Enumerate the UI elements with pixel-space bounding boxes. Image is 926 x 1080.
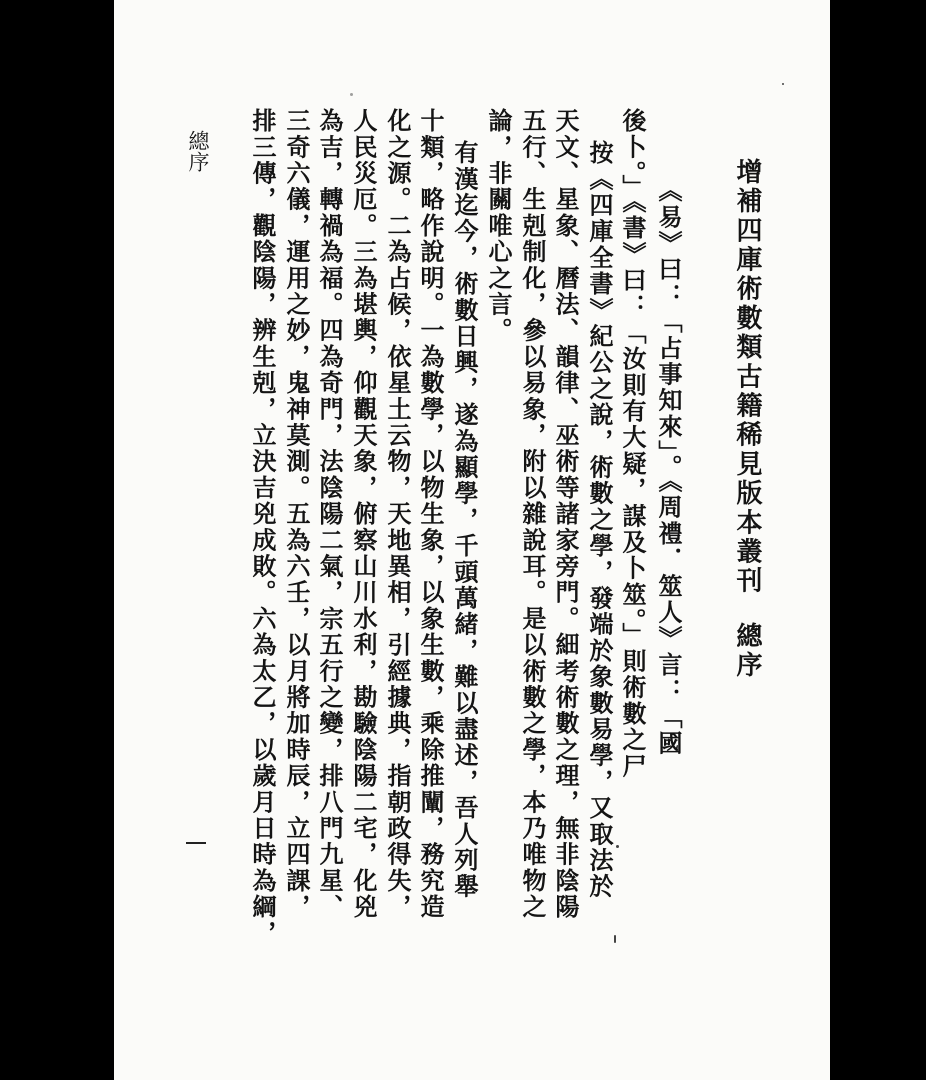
page-title	[724, 158, 760, 680]
text-line: 人民災厄。三為堪輿，仰觀天象，俯察山川水利，勘驗陰陽二宅，化兇	[349, 108, 378, 921]
text-line: 天文、星象、曆法、韻律、巫術等諸家旁門。細考術數之理，無非陰陽	[551, 108, 580, 921]
scan-speck	[616, 845, 619, 848]
scan-speck	[614, 935, 616, 943]
scan-speck	[350, 93, 353, 96]
text-line: 為吉，轉禍為福。四為奇門，法陰陽二氣，宗五行之變，排八門九星、	[315, 108, 344, 921]
title-text: 增補四庫術數類古籍稀見版本叢刊	[732, 158, 762, 596]
scan-speck	[782, 83, 784, 85]
title-suffix: 總序	[732, 622, 762, 681]
text-line: 十類，略作說明。一為數學，以物生象，以象生數，乘除推闡，務究造	[416, 108, 445, 921]
running-head: 總序	[186, 130, 210, 172]
text-line: 有漢迄今，術數日興，遂為顯學，千頭萬緒，難以盡述，吾人列舉	[450, 140, 479, 900]
text-line: 後卜。」《書》曰：「汝則有大疑，謀及卜筮。」則術數之尸	[618, 108, 647, 780]
book-page	[114, 0, 830, 1080]
text-line: 按《四庫全書》紀公之說，術數之學，發端於象數易學，又取法於	[585, 140, 614, 900]
text-line: 論，非關唯心之言。	[484, 108, 513, 344]
text-line: 三奇六儀，運用之妙，鬼神莫測。五為六壬，以月將加時辰，立四課，	[282, 108, 311, 921]
page-number	[186, 842, 206, 844]
text-line: 排三傳，觀陰陽，辨生剋，立決吉兇成敗。六為太乙，以歲月日時為綱，	[248, 108, 277, 947]
text-line: 《易》曰：「占事知來」。《周禮．筮人》言：「國	[654, 178, 683, 757]
text-line: 化之源。二為占候，依星土云物，天地異相，引經據典，指朝政得失，	[383, 108, 412, 921]
text-line: 五行、生剋制化，參以易象，附以雜說耳。是以術數之學，本乃唯物之	[518, 108, 547, 921]
